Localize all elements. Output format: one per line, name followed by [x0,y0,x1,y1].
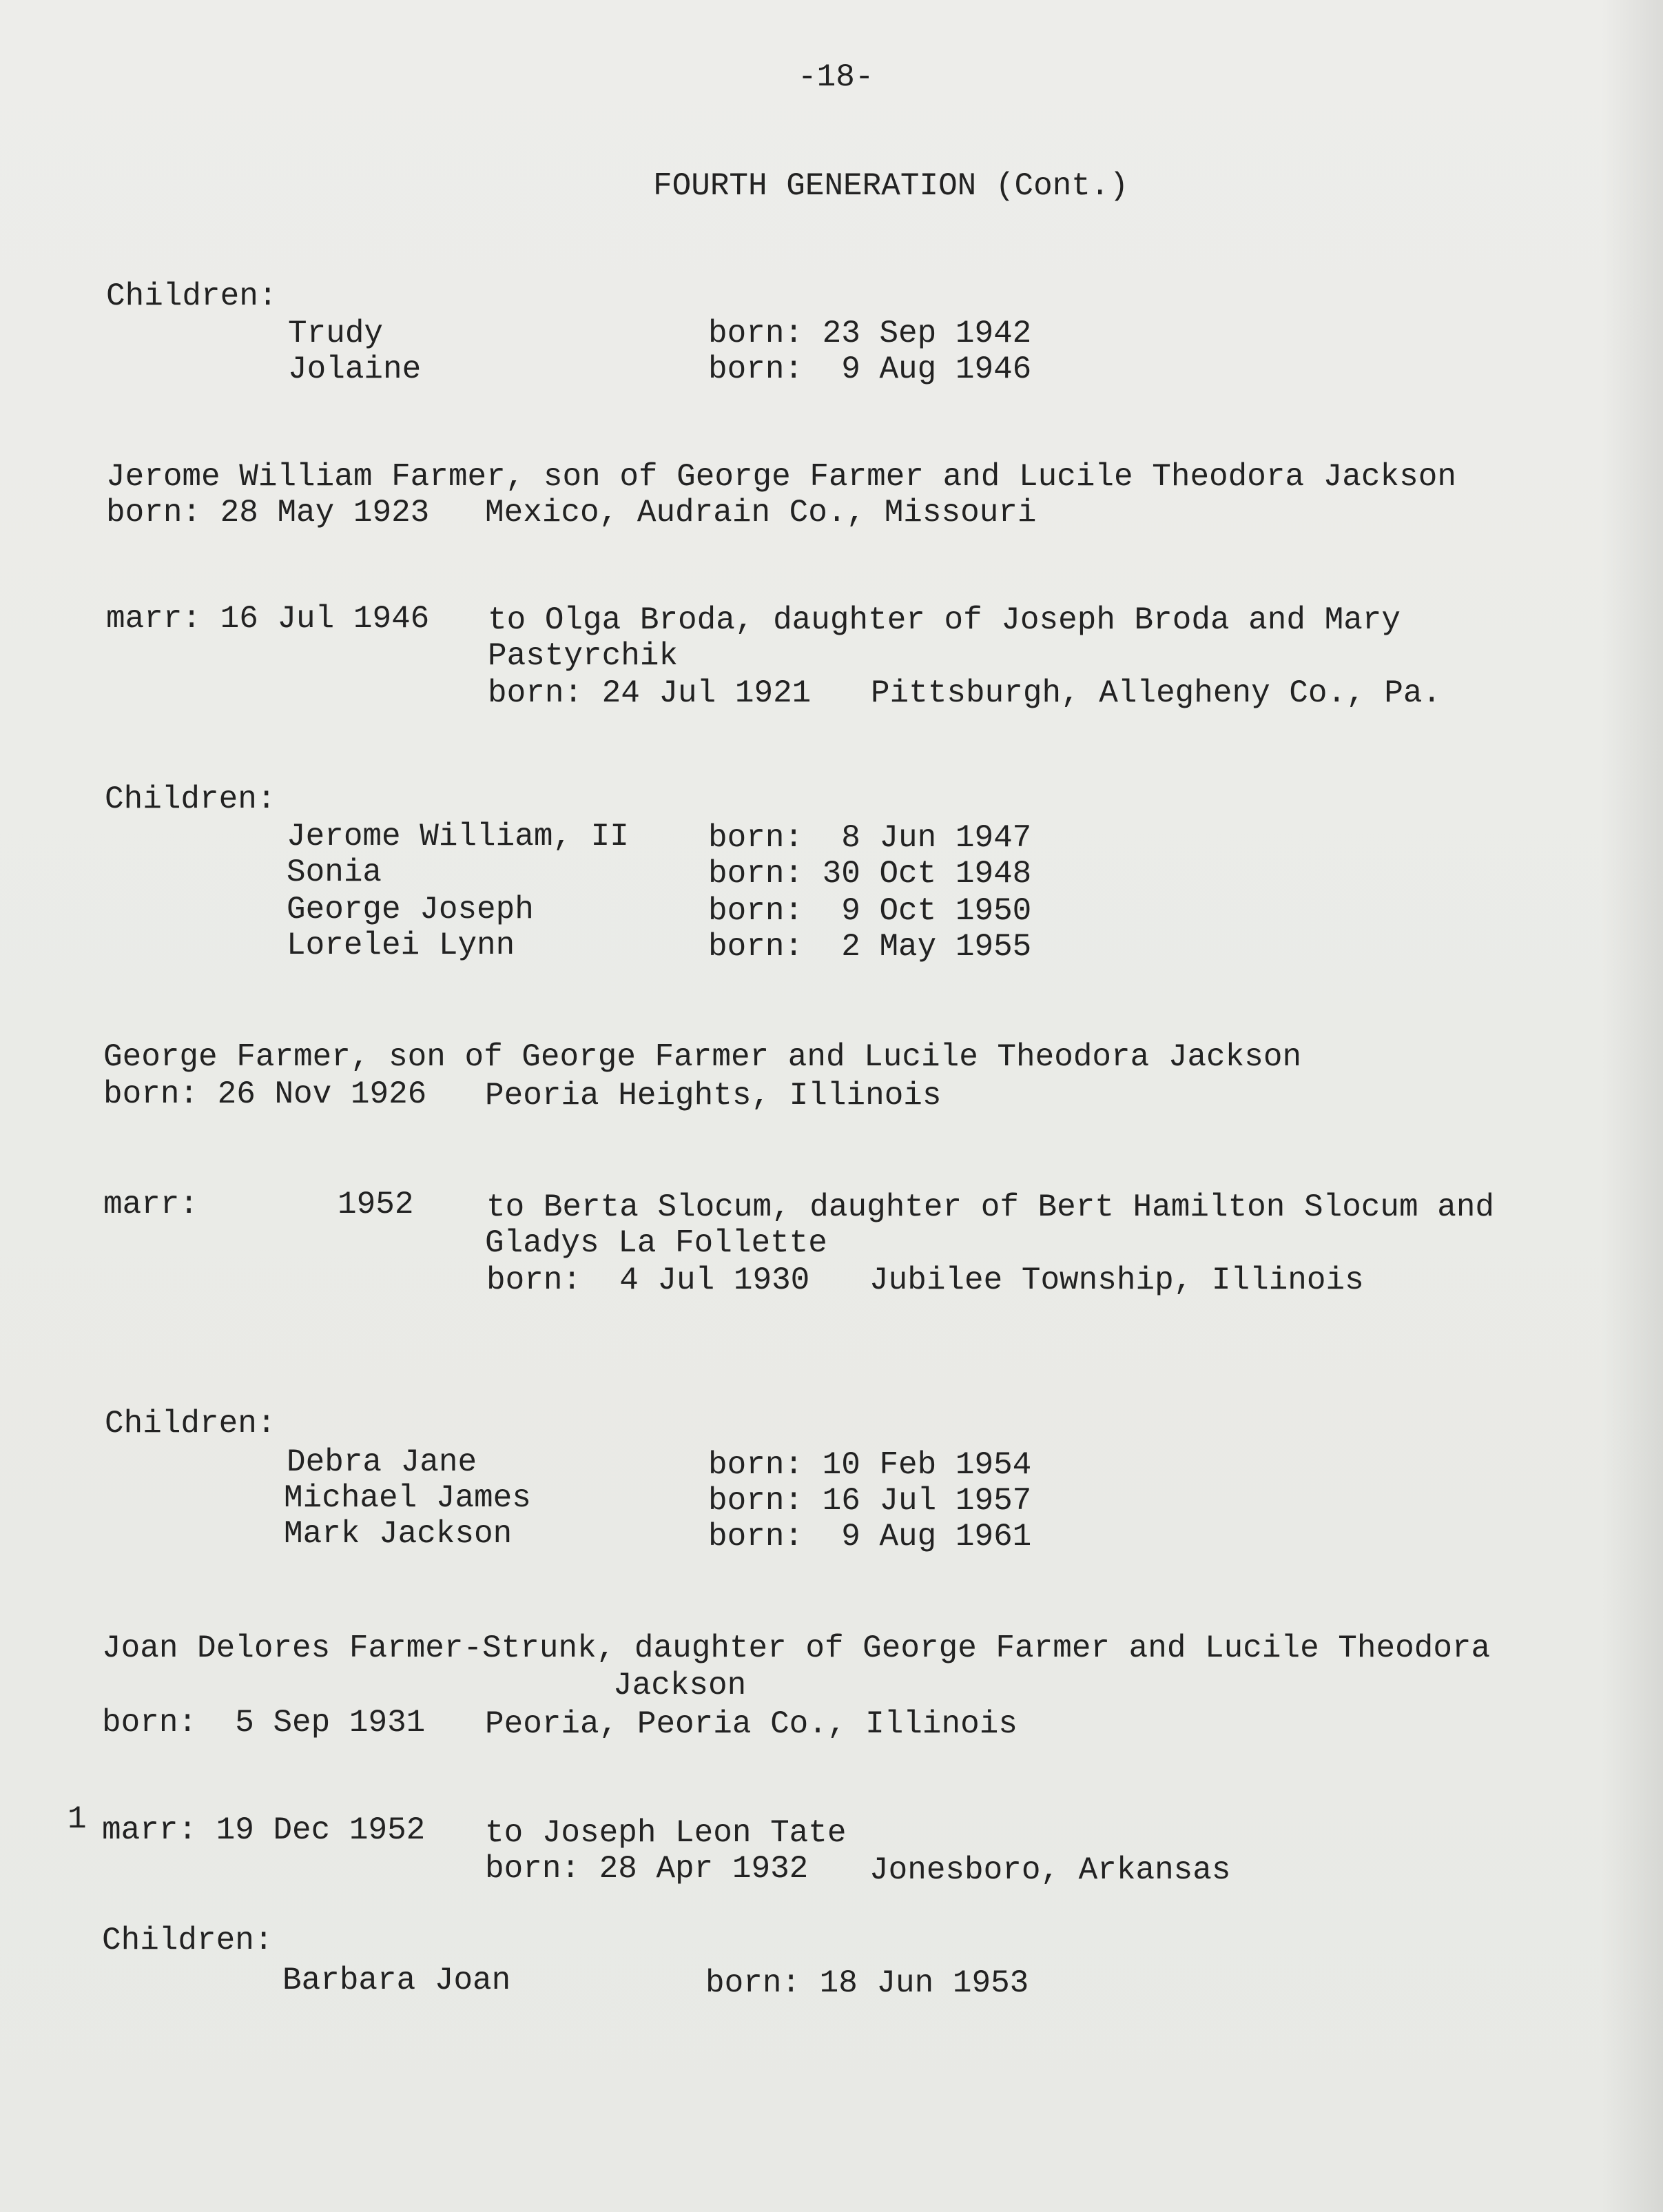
child-born: born: 9 Aug 1946 [708,351,1032,387]
child-name: Mark Jackson [284,1516,513,1552]
child-name: Sonia [287,854,382,890]
child-born: born: 18 Jun 1953 [705,1965,1029,2001]
children-label: Children: [106,278,278,314]
margin-mark: 1 [68,1801,87,1837]
children-label: Children: [102,1923,273,1958]
born-label: born: 28 May 1923 [106,495,430,531]
spouse-place: Jonesboro, Arkansas [869,1852,1231,1888]
spouse-born: born: 4 Jul 1930 [486,1262,810,1298]
spouse-born: born: 28 Apr 1932 [485,1851,809,1887]
spouse-line: Pastyrchik [488,638,679,674]
child-name: Lorelei Lynn [287,928,515,963]
page-title: FOURTH GENERATION (Cont.) [653,168,1129,204]
child-born: born: 16 Jul 1957 [708,1483,1032,1519]
child-born: born: 23 Sep 1942 [708,316,1032,351]
spouse-born: born: 24 Jul 1921 [488,675,812,711]
person-heading: George Farmer, son of George Farmer and Lucile Theodora Jackson [103,1039,1302,1075]
born-place: Mexico, Audrain Co., Missouri [485,495,1037,531]
marr-year: 1952 [338,1187,414,1222]
child-born: born: 10 Feb 1954 [708,1447,1032,1483]
born-label: born: 26 Nov 1926 [103,1076,427,1112]
child-name: Trudy [288,316,384,351]
person-heading: Jerome William Farmer, son of George Farmer and Lucile Theodora Jackson [106,459,1456,495]
page-number: -18- [798,59,874,95]
child-born: born: 9 Oct 1950 [708,893,1032,929]
spouse-line: to Olga Broda, daughter of Joseph Broda and Mary [488,602,1401,638]
child-name: Michael James [284,1480,531,1516]
child-name: Barbara Joan [282,1963,511,1998]
spouse-line: Gladys La Follette [485,1225,827,1261]
person-heading: Joan Delores Farmer-Strunk, daughter of George Farmer and Lucile Theodora [102,1630,1491,1666]
child-born: born: 30 Oct 1948 [708,856,1032,892]
child-name: Debra Jane [287,1444,477,1480]
born-label: born: 5 Sep 1931 [102,1705,426,1741]
spouse-line: to Joseph Leon Tate [485,1815,847,1851]
marr-label: marr: [103,1187,199,1222]
child-born: born: 8 Jun 1947 [708,820,1032,856]
born-place: Peoria Heights, Illinois [485,1078,942,1114]
born-place: Peoria, Peoria Co., Illinois [485,1706,1018,1742]
child-name: Jolaine [288,351,422,387]
spouse-place: Pittsburgh, Allegheny Co., Pa. [871,675,1442,711]
marr-label: marr: 16 Jul 1946 [106,601,430,637]
child-born: born: 9 Aug 1961 [708,1519,1032,1555]
child-name: Jerome William, II [287,819,629,854]
spouse-place: Jubilee Township, Illinois [869,1262,1364,1298]
page-edge-shadow [1601,0,1663,2212]
child-name: George Joseph [287,892,534,928]
person-heading-cont: Jackson [613,1668,747,1703]
child-born: born: 2 May 1955 [708,929,1032,965]
children-label: Children: [105,1406,276,1442]
spouse-line: to Berta Slocum, daughter of Bert Hamilton Slocum and [486,1189,1495,1225]
marr-label: marr: 19 Dec 1952 [102,1812,426,1848]
children-label: Children: [105,781,276,817]
